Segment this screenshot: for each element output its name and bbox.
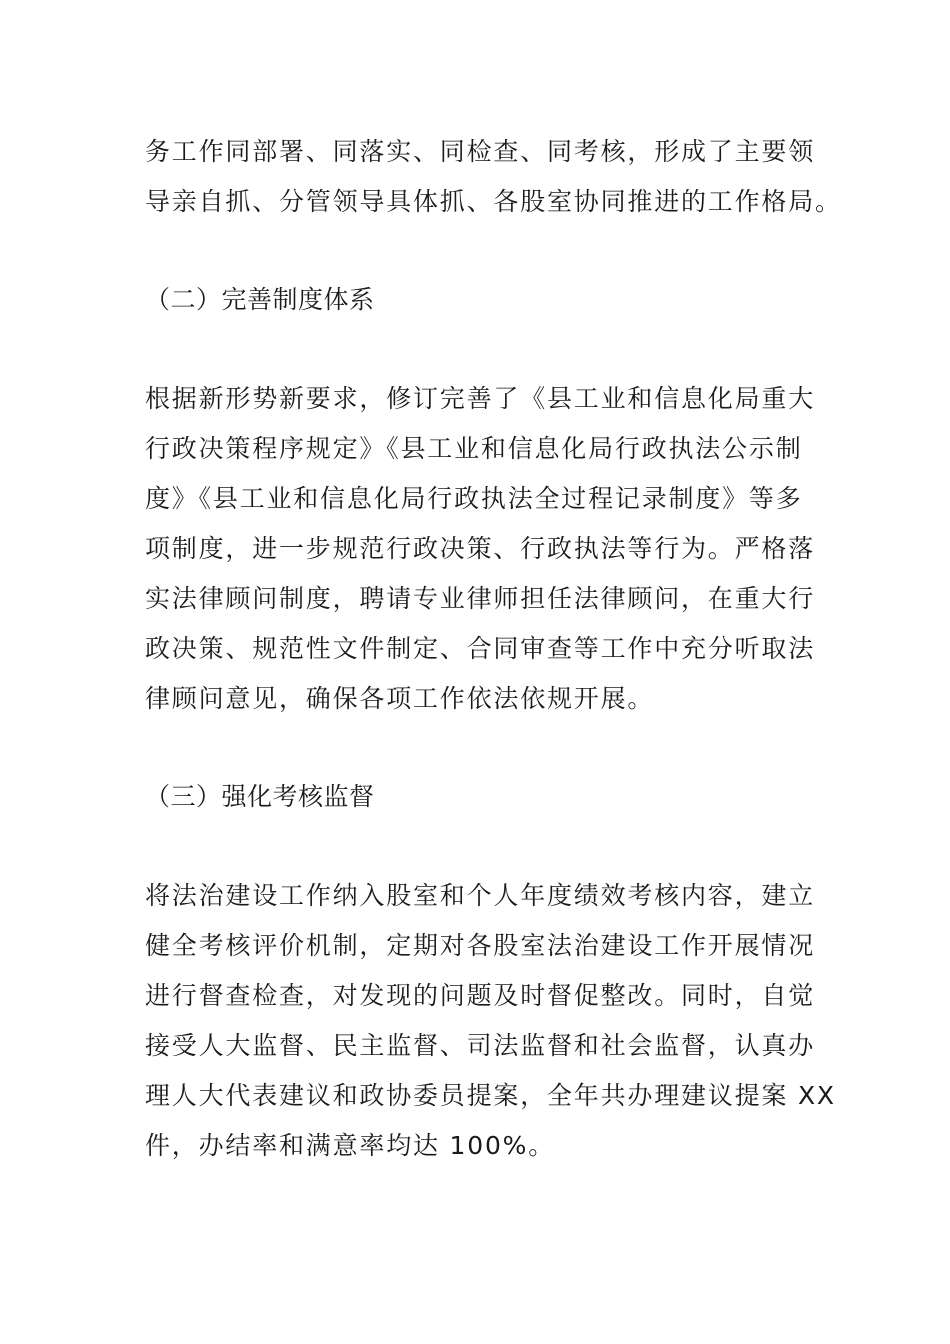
paragraph-line: 度》《县工业和信息化局行政执法全过程记录制度》等多 — [145, 484, 803, 513]
paragraph-line: 健全考核评价机制，定期对各股室法治建设工作开展情况 — [145, 931, 816, 960]
paragraph-line: 理人大代表建议和政协委员提案，全年共办理建议提案 XX — [145, 1081, 836, 1110]
paragraph-line: 项制度，进一步规范行政决策、行政执法等行为。严格落 — [145, 534, 816, 563]
paragraph-line: 接受人大监督、民主监督、司法监督和社会监督，认真办 — [145, 1031, 816, 1060]
paragraph-line: 实法律顾问制度，聘请专业律师担任法律顾问，在重大行 — [145, 584, 816, 613]
paragraph-line: 导亲自抓、分管领导具体抓、各股室协同推进的工作格局。 — [145, 187, 842, 216]
section-heading: （二）完善制度体系 — [145, 285, 375, 314]
paragraph-line: 件，办结率和满意率均达 100%。 — [145, 1131, 556, 1160]
paragraph-line: 进行督查检查，对发现的问题及时督促整改。同时，自觉 — [145, 981, 816, 1010]
paragraph-line: 律顾问意见，确保各项工作依法依规开展。 — [145, 684, 655, 713]
paragraph-line: 根据新形势新要求，修订完善了《县工业和信息化局重大 — [145, 384, 816, 413]
paragraph-line: 行政决策程序规定》《县工业和信息化局行政执法公示制 — [145, 434, 803, 463]
paragraph-line: 政决策、规范性文件制定、合同审查等工作中充分听取法 — [145, 634, 816, 663]
paragraph-line: 将法治建设工作纳入股室和个人年度绩效考核内容，建立 — [145, 881, 816, 910]
section-heading: （三）强化考核监督 — [145, 782, 375, 811]
paragraph-line: 务工作同部署、同落实、同检查、同考核，形成了主要领 — [145, 137, 816, 166]
